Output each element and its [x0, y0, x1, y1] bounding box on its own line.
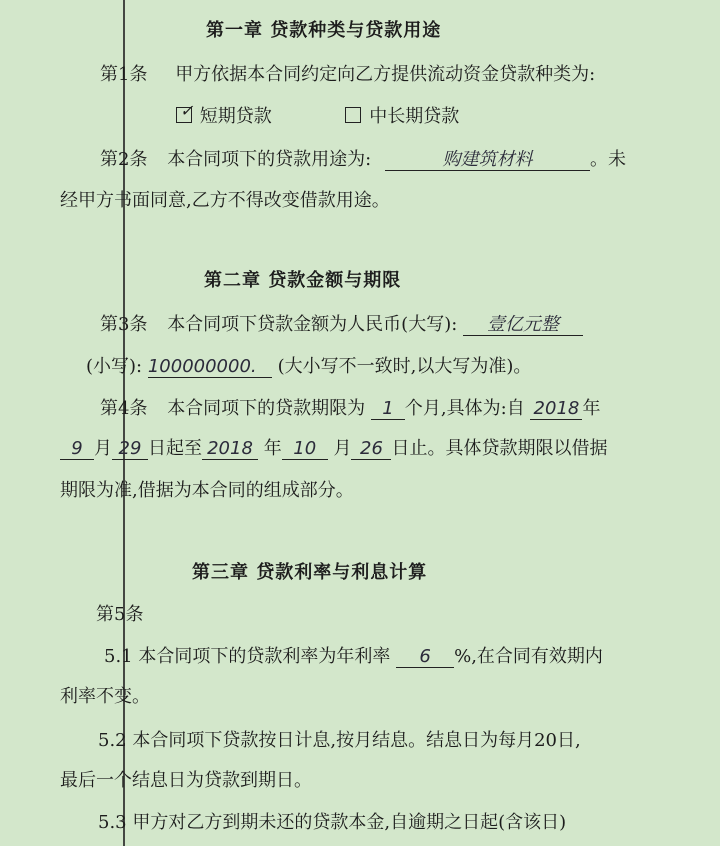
loan-type-options	[176, 101, 460, 128]
article-1-text: 甲方依据本合同约定向乙方提供流动资金贷款种类为:	[175, 64, 596, 85]
section-5-1-tail: %,在合同有效期内	[454, 646, 603, 667]
short-term-option	[176, 101, 277, 127]
article-3-text: 本合同项下贷款金额为人民币(大写):	[167, 314, 458, 335]
start-month-unit: 月	[94, 438, 112, 459]
article-4-label: 第4条	[100, 398, 148, 419]
checkbox-empty-icon	[345, 107, 361, 123]
article-4-until: 日止。具体贷款期限以借据	[391, 438, 608, 459]
article-2	[100, 149, 626, 171]
article-2-tail: 。未	[590, 149, 626, 170]
article-4	[100, 398, 600, 420]
article-2-label: 第2条	[100, 149, 148, 170]
interest-rate-field: 6	[396, 647, 454, 668]
section-5-1-text: 本合同项下的贷款利率为年利率	[138, 646, 391, 667]
section-5-3-text: 甲方对乙方到期未还的贷款本金,自逾期之日起(含该日)	[132, 812, 567, 833]
binding-margin-line	[123, 0, 125, 846]
short-term-label: 短期贷款	[199, 106, 272, 127]
amount-note: (大小写不一致时,以大写为准)。	[277, 356, 532, 377]
start-month-field: 9	[60, 439, 94, 460]
article-4-line3: 期限为准,借据为本合同的组成部分。	[60, 480, 354, 501]
section-5-2-text: 本合同项下贷款按日计息,按月结息。结息日为每月20日,	[132, 730, 581, 751]
section-5-1-line2: 利率不变。	[60, 686, 150, 707]
amount-lowercase-field: 100000000.	[148, 357, 272, 378]
article-4-text-1: 本合同项下的贷款期限为	[167, 398, 366, 419]
article-4-line2	[60, 438, 607, 460]
long-term-option	[345, 106, 459, 127]
section-5-3-label: 5.3	[98, 812, 127, 833]
amount-lowercase-label: (小写):	[86, 356, 143, 377]
article-1	[100, 64, 595, 86]
article-4-text-2: 个月,具体为:自	[404, 398, 525, 419]
end-year-unit: 年	[263, 438, 282, 459]
section-5-1-label: 5.1	[104, 646, 133, 667]
article-2-text: 本合同项下的贷款用途为:	[167, 149, 372, 170]
long-term-label: 中长期贷款	[369, 106, 460, 127]
end-month-unit: 月	[333, 438, 352, 459]
loan-purpose-field: 购建筑材料	[385, 150, 590, 171]
article-3	[100, 314, 583, 336]
article-3-line2	[86, 356, 531, 378]
chapter-3-title: 第三章 贷款利率与利息计算	[192, 562, 428, 583]
section-5-2	[98, 730, 581, 752]
end-year-field: 2018	[202, 439, 258, 460]
end-month-field: 10	[282, 439, 328, 460]
chapter-1-title: 第一章 贷款种类与贷款用途	[206, 20, 442, 41]
end-day-field: 26	[351, 439, 391, 460]
section-5-3	[98, 812, 566, 834]
article-5-label: 第5条	[96, 604, 144, 625]
amount-uppercase-field: 壹亿元整	[463, 315, 583, 336]
article-2-line2: 经甲方书面同意,乙方不得改变借款用途。	[60, 190, 390, 211]
start-year-unit: 年	[582, 398, 601, 419]
section-5-2-label: 5.2	[98, 730, 127, 751]
checkbox-checked-icon: ✓	[176, 107, 192, 123]
term-months-field: 1	[371, 399, 405, 420]
article-1-label: 第1条	[100, 64, 148, 85]
start-day-field: 29	[112, 439, 148, 460]
article-4-from: 日起至	[148, 438, 202, 459]
section-5-1	[104, 646, 603, 668]
article-3-label: 第3条	[100, 314, 148, 335]
section-5-2-line2: 最后一个结息日为贷款到期日。	[60, 770, 312, 791]
start-year-field: 2018	[530, 399, 582, 420]
chapter-2-title: 第二章 贷款金额与期限	[204, 270, 402, 291]
